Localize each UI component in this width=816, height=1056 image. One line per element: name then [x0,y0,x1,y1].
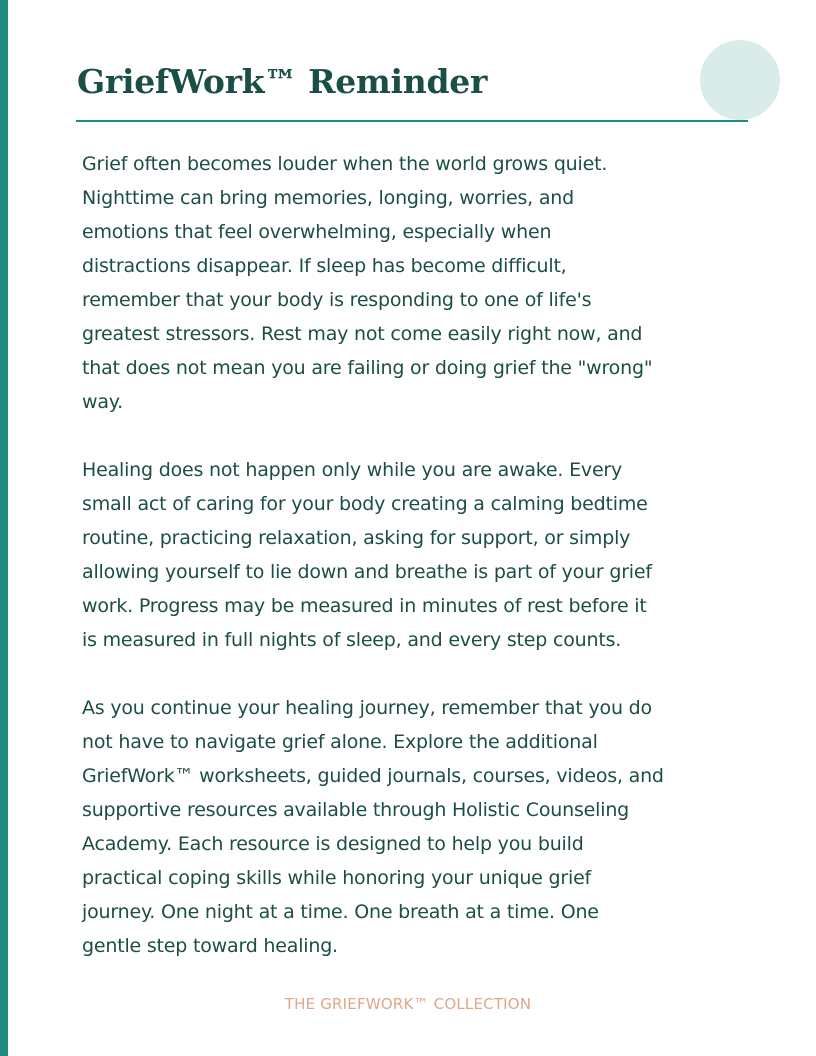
text-line: Healing does not happen only while you are awake. Every [82,459,623,481]
title-divider [76,120,748,122]
text-line: distractions disappear. If sleep has become difficult, [82,255,567,277]
body-text [82,147,748,997]
text-line: Grief often becomes louder when the world grows quiet. [82,153,608,175]
paragraph-2 [82,453,748,657]
text-line: that does not mean you are failing or doing grief the "wrong" [82,357,653,379]
text-line: greatest stressors. Rest may not come easily right now, and [82,323,643,345]
text-line: allowing yourself to lie down and breathe is part of your grief [82,561,652,583]
text-line: journey. One night at a time. One breath at a time. One [82,901,599,923]
text-line: GriefWork™ worksheets, guided journals, courses, videos, and [82,765,664,787]
text-line: practical coping skills while honoring your unique grief [82,867,592,889]
decorative-circle [700,40,780,120]
text-line: gentle step toward healing. [82,935,338,957]
text-line: As you continue your healing journey, remember that you do [82,697,652,719]
text-line: emotions that feel overwhelming, especially when [82,221,552,243]
left-accent-bar [0,0,8,1056]
text-line: small act of caring for your body creating a calming bedtime [82,493,648,515]
text-line: supportive resources available through Holistic Counseling [82,799,630,821]
text-line: not have to navigate grief alone. Explore the additional [82,731,598,753]
text-line: is measured in full nights of sleep, and every step counts. [82,629,622,651]
page-title: GriefWork™ Reminder [77,62,488,101]
text-line: remember that your body is responding to one of life's [82,289,592,311]
text-line: work. Progress may be measured in minutes of rest before it [82,595,647,617]
text-line: Academy. Each resource is designed to help you build [82,833,584,855]
text-line: routine, practicing relaxation, asking for support, or simply [82,527,631,549]
text-line: way. [82,391,123,413]
paragraph-1 [82,147,748,419]
footer-collection-label: THE GRIEFWORK™ COLLECTION [284,995,532,1013]
paragraph-3 [82,691,748,963]
text-line: Nighttime can bring memories, longing, worries, and [82,187,574,209]
